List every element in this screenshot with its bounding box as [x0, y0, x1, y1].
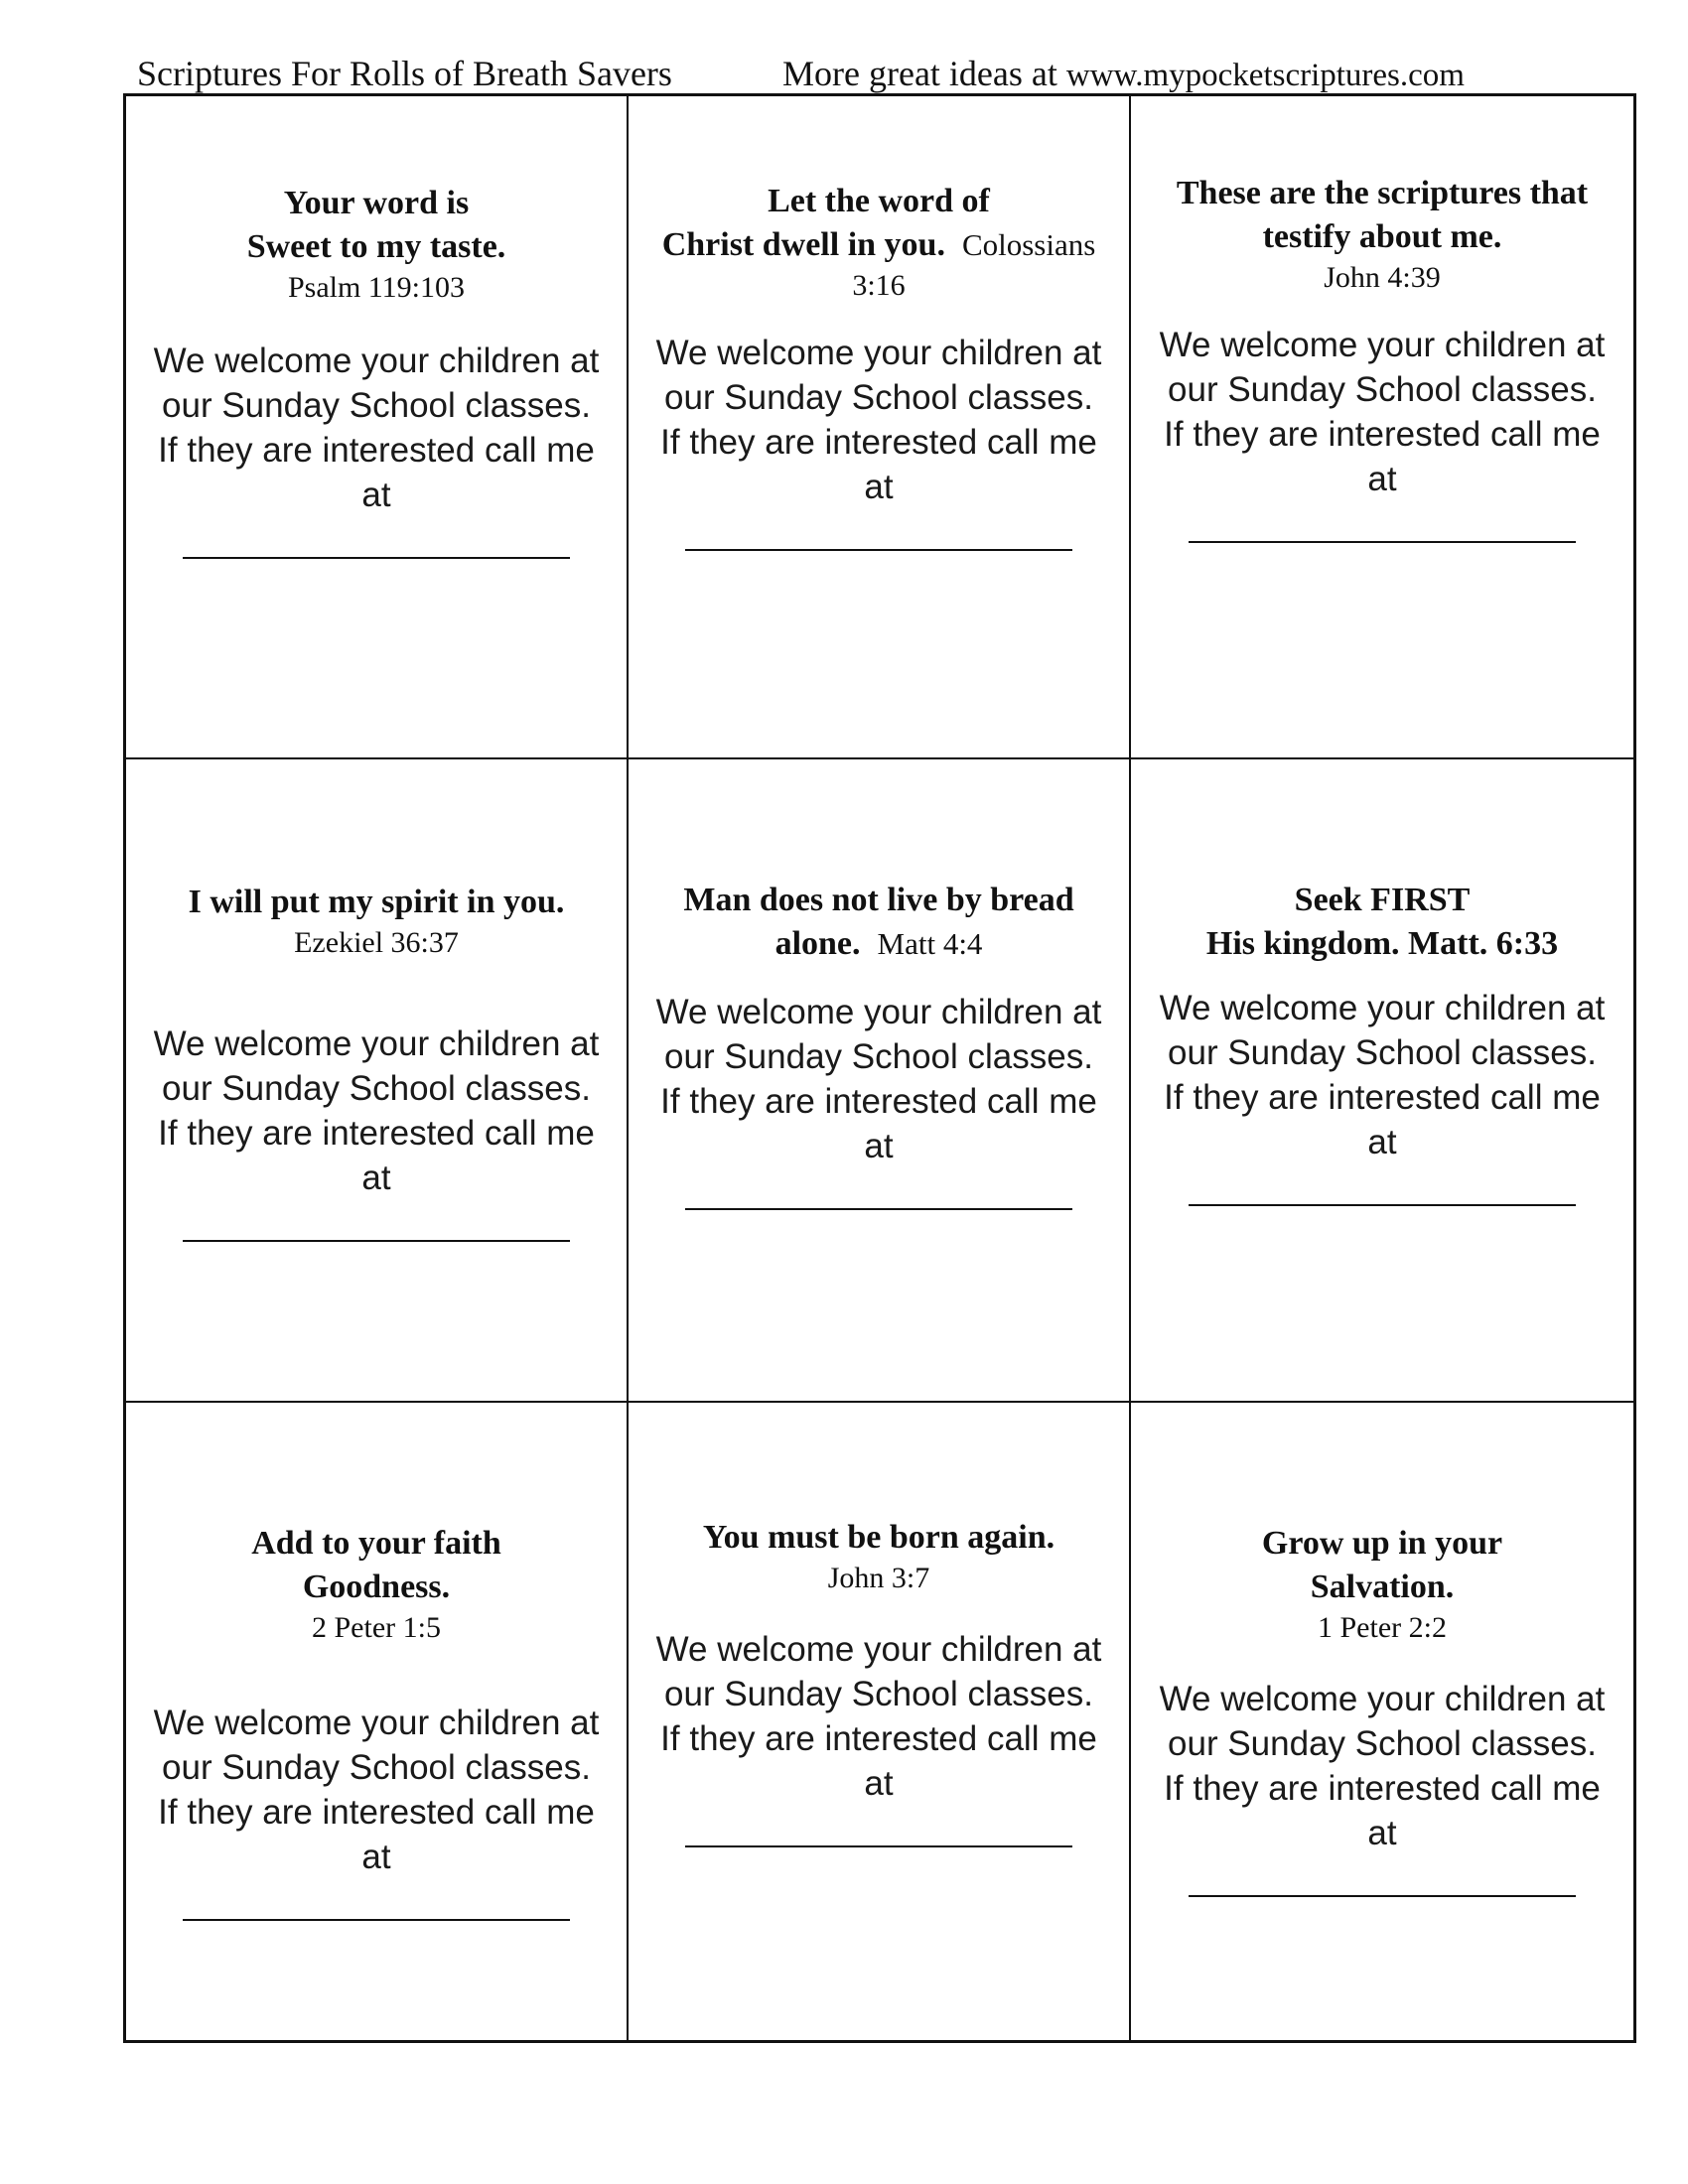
verse-reference: 2 Peter 1:5 [312, 1611, 441, 1644]
welcome-line: We welcome your children at [1159, 989, 1606, 1027]
phone-blank-line [183, 1919, 570, 1921]
more-ideas-label: More great ideas at [782, 54, 1057, 93]
verse-line: I will put my spirit in you. [188, 884, 565, 920]
scripture-card [629, 96, 1131, 759]
verse-line: Let the word of [768, 183, 990, 219]
scripture-card [629, 759, 1131, 1403]
verse-line: Salvation. [1310, 1569, 1455, 1605]
welcome-line: at [1367, 1814, 1397, 1852]
verse-line: His kingdom. Matt. 6:33 [1205, 925, 1559, 962]
phone-blank-line [1189, 541, 1576, 543]
welcome-line: If they are interested call me [158, 431, 595, 470]
verse-line: Goodness. [302, 1569, 451, 1605]
verse-line: Man does not live by bread [683, 882, 1074, 918]
welcome-message [629, 1627, 1129, 1806]
welcome-message [126, 339, 627, 517]
verse-text [1131, 96, 1633, 259]
page-header [137, 50, 1547, 97]
verse-reference: Psalm 119:103 [287, 271, 466, 304]
scripture-card [1131, 1403, 1633, 2040]
verse-reference: John 3:7 [827, 1562, 930, 1594]
scripture-card [1131, 759, 1633, 1403]
welcome-message [1131, 986, 1633, 1164]
verse-reference: Ezekiel 36:37 [294, 926, 459, 959]
welcome-line: We welcome your children at [1159, 1680, 1606, 1718]
website-url: www.mypocketscriptures.com [1065, 58, 1465, 93]
verse-reference: 1 Peter 2:2 [1318, 1611, 1447, 1644]
verse-text [629, 1403, 1129, 1560]
welcome-line: our Sunday School classes. [664, 1675, 1093, 1713]
verse-line: Seek FIRST [1294, 882, 1471, 918]
verse-reference: 3:16 [852, 269, 906, 302]
welcome-line: We welcome your children at [153, 1704, 600, 1742]
verse-line-with-ref [648, 922, 1109, 966]
verse-line: Your word is [283, 185, 470, 221]
welcome-line: If they are interested call me [1164, 415, 1601, 454]
welcome-line: If they are interested call me [660, 1719, 1097, 1758]
verse-text [629, 759, 1129, 966]
welcome-line: We welcome your children at [153, 1024, 600, 1063]
verse-reference: John 4:39 [1324, 261, 1441, 294]
welcome-message [1131, 323, 1633, 501]
verse-text [629, 96, 1129, 267]
verse-line: Add to your faith [251, 1525, 501, 1562]
more-ideas-text [782, 50, 1465, 99]
welcome-line: our Sunday School classes. [162, 1748, 591, 1787]
phone-blank-line [685, 1208, 1072, 1210]
welcome-line: at [361, 1838, 391, 1876]
welcome-line: our Sunday School classes. [162, 1069, 591, 1108]
verse-line: Grow up in your [1261, 1525, 1503, 1562]
scripture-card [126, 759, 629, 1403]
verse-line-with-ref [648, 223, 1109, 267]
welcome-line: our Sunday School classes. [162, 386, 591, 425]
verse-text [1131, 1403, 1633, 1609]
verse-line: You must be born again. [702, 1519, 1055, 1556]
welcome-line: our Sunday School classes. [1168, 1724, 1597, 1763]
welcome-message [1131, 1677, 1633, 1855]
welcome-line: We welcome your children at [655, 993, 1102, 1031]
welcome-line: We welcome your children at [655, 334, 1102, 372]
welcome-message [126, 1022, 627, 1200]
verse-reference-inline: Colossians [961, 227, 1096, 262]
scripture-card [126, 96, 629, 759]
welcome-line: at [864, 1127, 894, 1165]
verse-text [126, 759, 627, 924]
phone-blank-line [1189, 1895, 1576, 1897]
verse-text [1131, 759, 1633, 966]
welcome-line: If they are interested call me [158, 1793, 595, 1832]
welcome-line: If they are interested call me [158, 1114, 595, 1153]
verse-line: alone. [774, 925, 861, 962]
verse-line: Christ dwell in you. [661, 226, 945, 263]
welcome-line: If they are interested call me [1164, 1078, 1601, 1117]
welcome-message [629, 990, 1129, 1168]
phone-blank-line [1189, 1204, 1576, 1206]
scripture-card [126, 1403, 629, 2040]
welcome-line: our Sunday School classes. [664, 378, 1093, 417]
welcome-line: at [864, 468, 894, 506]
scripture-card [1131, 96, 1633, 759]
verse-line: These are the scriptures that [1176, 175, 1589, 211]
welcome-line: at [864, 1764, 894, 1803]
verse-line: Sweet to my taste. [246, 228, 506, 265]
phone-blank-line [183, 1240, 570, 1242]
page-title: Scriptures For Rolls of Breath Savers [137, 54, 672, 93]
verse-text [126, 1403, 627, 1609]
verse-reference-inline: Matt 4:4 [877, 926, 983, 961]
welcome-message [126, 1701, 627, 1879]
card-grid [123, 93, 1636, 2043]
phone-blank-line [685, 1845, 1072, 1847]
welcome-line: at [361, 476, 391, 514]
welcome-line: We welcome your children at [1159, 326, 1606, 364]
scripture-card [629, 1403, 1131, 2040]
phone-blank-line [183, 557, 570, 559]
welcome-line: our Sunday School classes. [664, 1037, 1093, 1076]
welcome-line: If they are interested call me [660, 423, 1097, 462]
welcome-line: our Sunday School classes. [1168, 370, 1597, 409]
welcome-line: at [361, 1159, 391, 1197]
welcome-line: our Sunday School classes. [1168, 1033, 1597, 1072]
welcome-line: If they are interested call me [660, 1082, 1097, 1121]
phone-blank-line [685, 549, 1072, 551]
verse-line: testify about me. [1262, 218, 1502, 255]
welcome-line: We welcome your children at [153, 341, 600, 380]
verse-text [126, 96, 627, 269]
welcome-line: at [1367, 1123, 1397, 1161]
welcome-line: If they are interested call me [1164, 1769, 1601, 1808]
welcome-message [629, 331, 1129, 509]
welcome-line: We welcome your children at [655, 1630, 1102, 1669]
welcome-line: at [1367, 460, 1397, 498]
